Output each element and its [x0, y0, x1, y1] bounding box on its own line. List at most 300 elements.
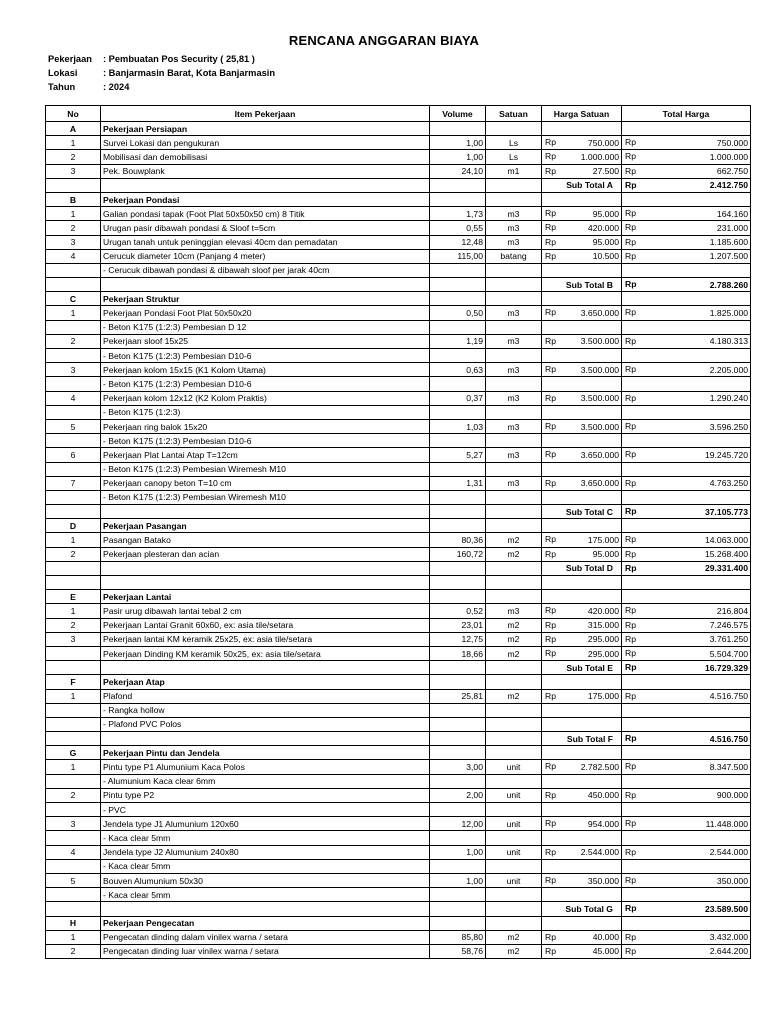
- row-no: 2: [46, 618, 101, 632]
- empty-cell: [486, 675, 542, 689]
- table-row: [46, 547, 751, 561]
- item-unit-price: [542, 448, 622, 462]
- item-total-price: [622, 476, 751, 490]
- category-title: Pekerjaan Pondasi: [101, 192, 430, 206]
- subtotal-label: Sub Total A: [542, 178, 622, 192]
- subtotal-value: [622, 661, 751, 675]
- amount-value: 2.782.500: [580, 762, 619, 773]
- item-note: - PVC: [101, 803, 430, 817]
- item-unit: m3: [486, 334, 542, 348]
- item-total-price: [622, 632, 751, 646]
- item-unit-price: [542, 689, 622, 703]
- table-body: [46, 122, 751, 959]
- row-no: 5: [46, 419, 101, 433]
- item-volume: 0,37: [430, 391, 486, 405]
- currency-label: Rp: [545, 151, 556, 162]
- empty-cell: [622, 888, 751, 902]
- empty-cell: [542, 675, 622, 689]
- category-row: [46, 675, 751, 689]
- empty-cell: [46, 703, 101, 717]
- item-total-price: [622, 419, 751, 433]
- currency-label: Rp: [545, 208, 556, 219]
- empty-cell: [486, 916, 542, 930]
- amount-value: 750.000: [716, 137, 748, 148]
- amount-value: 4.180.313: [709, 336, 748, 347]
- item-volume: 23,01: [430, 618, 486, 632]
- subtotal-value: [622, 505, 751, 519]
- empty-cell: [622, 263, 751, 277]
- currency-label: Rp: [625, 945, 636, 956]
- table-row: [46, 419, 751, 433]
- item-volume: 3,00: [430, 760, 486, 774]
- subtotal-row: [46, 561, 751, 575]
- item-note: - Kaca clear 5mm: [101, 831, 430, 845]
- item-description: Pekerjaan kolom 15x15 (K1 Kolom Utama): [101, 363, 430, 377]
- empty-cell: [486, 888, 542, 902]
- empty-cell: [542, 519, 622, 533]
- item-volume: 12,48: [430, 235, 486, 249]
- table-row: [46, 136, 751, 150]
- empty-cell: [486, 859, 542, 873]
- empty-cell: [46, 661, 101, 675]
- currency-label: Rp: [545, 420, 556, 431]
- empty-cell: [486, 263, 542, 277]
- item-unit-price: [542, 363, 622, 377]
- subtotal-label: Sub Total F: [542, 732, 622, 746]
- empty-cell: [542, 490, 622, 504]
- empty-cell: [46, 803, 101, 817]
- item-description: Pekerjaan Dinding KM keramik 50x25, ex: asia tile/setara: [101, 646, 430, 660]
- empty-cell: [430, 178, 486, 192]
- table-header: [46, 106, 751, 122]
- currency-label: Rp: [625, 789, 636, 800]
- category-row: [46, 292, 751, 306]
- note-row: [46, 405, 751, 419]
- table-row: [46, 306, 751, 320]
- subtotal-label: Sub Total D: [542, 561, 622, 575]
- empty-cell: [486, 902, 542, 916]
- currency-label: Rp: [625, 605, 636, 616]
- subtotal-row: [46, 902, 751, 916]
- empty-cell: [542, 434, 622, 448]
- empty-cell: [542, 263, 622, 277]
- currency-label: Rp: [625, 619, 636, 630]
- empty-cell: [430, 888, 486, 902]
- item-unit: m2: [486, 533, 542, 547]
- note-row: [46, 831, 751, 845]
- item-unit-price: [542, 221, 622, 235]
- subtotal-label: Sub Total E: [542, 661, 622, 675]
- amount-value: 3.500.000: [580, 421, 619, 432]
- item-volume: 1,00: [430, 136, 486, 150]
- item-description: Pengecatan dinding luar vinilex warna / setara: [101, 944, 430, 958]
- item-unit: m2: [486, 646, 542, 660]
- currency-label: Rp: [625, 818, 636, 829]
- category-title: Pekerjaan Pasangan: [101, 519, 430, 533]
- empty-cell: [101, 178, 430, 192]
- amount-value: 750.000: [587, 137, 619, 148]
- item-description: Jendela type J2 Alumunium 240x80: [101, 845, 430, 859]
- table-row: [46, 249, 751, 263]
- item-unit-price: [542, 150, 622, 164]
- item-note: - Cerucuk dibawah pondasi & dibawah sloof per jarak 40cm: [101, 263, 430, 277]
- info-row-lokasi: [48, 66, 275, 80]
- item-note: - Beton K175 (1:2:3) Pembesian Wiremesh M10: [101, 462, 430, 476]
- header-total-price: Total Harga: [622, 106, 751, 122]
- amount-value: 164.160: [716, 208, 748, 219]
- item-unit: m3: [486, 235, 542, 249]
- item-total-price: [622, 930, 751, 944]
- note-row: [46, 462, 751, 476]
- empty-cell: [101, 576, 430, 590]
- currency-label: Rp: [545, 236, 556, 247]
- item-unit: m2: [486, 689, 542, 703]
- empty-cell: [46, 888, 101, 902]
- item-total-price: [622, 207, 751, 221]
- row-no: 2: [46, 150, 101, 164]
- empty-cell: [622, 774, 751, 788]
- currency-label: Rp: [545, 761, 556, 772]
- item-description: Survei Lokasi dan pengukuran: [101, 136, 430, 150]
- empty-cell: [101, 902, 430, 916]
- item-note: - Beton K175 (1:2:3) Pembesian D10-6: [101, 349, 430, 363]
- empty-cell: [486, 320, 542, 334]
- currency-label: Rp: [625, 151, 636, 162]
- amount-value: 3.650.000: [580, 478, 619, 489]
- currency-label: Rp: [545, 137, 556, 148]
- row-no: E: [46, 590, 101, 604]
- empty-cell: [622, 292, 751, 306]
- item-volume: 1,73: [430, 207, 486, 221]
- row-no: 3: [46, 164, 101, 178]
- amount-value: 95.000: [592, 549, 619, 560]
- item-unit: Ls: [486, 150, 542, 164]
- row-no: 3: [46, 363, 101, 377]
- empty-cell: [430, 902, 486, 916]
- currency-label: Rp: [625, 279, 637, 290]
- item-description: Pekerjaan kolom 12x12 (K2 Kolom Praktis): [101, 391, 430, 405]
- empty-cell: [430, 916, 486, 930]
- currency-label: Rp: [545, 392, 556, 403]
- subtotal-label: Sub Total C: [542, 505, 622, 519]
- note-row: [46, 320, 751, 334]
- amount-value: 1.207.500: [709, 251, 748, 262]
- empty-cell: [486, 490, 542, 504]
- item-total-price: [622, 533, 751, 547]
- empty-cell: [542, 888, 622, 902]
- row-no: 4: [46, 249, 101, 263]
- subtotal-row: [46, 732, 751, 746]
- amount-value: 16.729.329: [704, 662, 748, 673]
- item-description: Pekerjaan Lantai Granit 60x60, ex: asia tile/setara: [101, 618, 430, 632]
- category-row: [46, 192, 751, 206]
- item-note: - Plafond PVC Polos: [101, 717, 430, 731]
- item-volume: 160,72: [430, 547, 486, 561]
- item-volume: 12,75: [430, 632, 486, 646]
- item-volume: 80,36: [430, 533, 486, 547]
- empty-cell: [46, 349, 101, 363]
- row-no: 5: [46, 873, 101, 887]
- header-row: [46, 106, 751, 122]
- table-row: [46, 646, 751, 660]
- currency-label: Rp: [545, 633, 556, 644]
- currency-label: Rp: [625, 208, 636, 219]
- currency-label: Rp: [545, 477, 556, 488]
- currency-label: Rp: [545, 534, 556, 545]
- item-total-price: [622, 760, 751, 774]
- amount-value: 7.246.575: [709, 620, 748, 631]
- category-row: [46, 746, 751, 760]
- table-row: [46, 944, 751, 958]
- amount-value: 2.412.750: [709, 180, 748, 191]
- table-row: [46, 363, 751, 377]
- item-unit: m2: [486, 632, 542, 646]
- empty-cell: [430, 519, 486, 533]
- empty-cell: [430, 746, 486, 760]
- info-key: Lokasi: [48, 68, 78, 78]
- currency-label: Rp: [625, 222, 636, 233]
- item-note: - Beton K175 (1:2:3): [101, 405, 430, 419]
- amount-value: 40.000: [592, 932, 619, 943]
- amount-value: 23.589.500: [704, 903, 748, 914]
- currency-label: Rp: [625, 562, 637, 573]
- amount-value: 19.245.720: [704, 449, 748, 460]
- empty-cell: [622, 519, 751, 533]
- amount-value: 14.063.000: [704, 535, 748, 546]
- empty-cell: [542, 377, 622, 391]
- amount-value: 1.290.240: [709, 393, 748, 404]
- currency-label: Rp: [625, 761, 636, 772]
- amount-value: 420.000: [587, 222, 619, 233]
- amount-value: 2.544.000: [709, 847, 748, 858]
- note-row: [46, 434, 751, 448]
- empty-cell: [101, 661, 430, 675]
- empty-cell: [46, 576, 101, 590]
- item-total-price: [622, 618, 751, 632]
- item-volume: 18,66: [430, 646, 486, 660]
- header-no: No: [46, 106, 101, 122]
- amount-value: 3.500.000: [580, 364, 619, 375]
- item-unit-price: [542, 391, 622, 405]
- currency-label: Rp: [625, 534, 636, 545]
- currency-label: Rp: [625, 137, 636, 148]
- item-unit: unit: [486, 873, 542, 887]
- empty-cell: [542, 590, 622, 604]
- empty-cell: [622, 590, 751, 604]
- empty-cell: [46, 774, 101, 788]
- empty-cell: [430, 774, 486, 788]
- project-info: [48, 52, 275, 94]
- currency-label: Rp: [545, 222, 556, 233]
- item-unit: m2: [486, 930, 542, 944]
- empty-cell: [542, 576, 622, 590]
- item-unit-price: [542, 235, 622, 249]
- empty-cell: [430, 490, 486, 504]
- item-total-price: [622, 235, 751, 249]
- amount-value: 420.000: [587, 605, 619, 616]
- item-note: - Beton K175 (1:2:3) Pembesian D10-6: [101, 377, 430, 391]
- subtotal-row: [46, 178, 751, 192]
- item-volume: 1,19: [430, 334, 486, 348]
- empty-cell: [46, 462, 101, 476]
- empty-cell: [46, 831, 101, 845]
- row-no: F: [46, 675, 101, 689]
- currency-label: Rp: [625, 903, 637, 914]
- row-no: 1: [46, 306, 101, 320]
- item-unit-price: [542, 419, 622, 433]
- item-unit-price: [542, 788, 622, 802]
- table-row: [46, 873, 751, 887]
- item-total-price: [622, 221, 751, 235]
- row-no: 1: [46, 604, 101, 618]
- empty-cell: [46, 859, 101, 873]
- note-row: [46, 859, 751, 873]
- table-row: [46, 845, 751, 859]
- item-description: Pekerjaan Pondasi Foot Plat 50x50x20: [101, 306, 430, 320]
- amount-value: 15.268.400: [704, 549, 748, 560]
- item-unit: m3: [486, 419, 542, 433]
- row-no: 2: [46, 547, 101, 561]
- row-no: 1: [46, 930, 101, 944]
- item-description: Jendela type J1 Alumunium 120x60: [101, 817, 430, 831]
- amount-value: 4.763.250: [709, 478, 748, 489]
- empty-cell: [486, 462, 542, 476]
- empty-cell: [101, 732, 430, 746]
- empty-cell: [46, 320, 101, 334]
- item-unit: unit: [486, 760, 542, 774]
- amount-value: 3.650.000: [580, 308, 619, 319]
- empty-cell: [46, 732, 101, 746]
- empty-cell: [486, 774, 542, 788]
- item-note: - Kaca clear 5mm: [101, 888, 430, 902]
- amount-value: 2.544.000: [580, 847, 619, 858]
- empty-cell: [542, 320, 622, 334]
- empty-cell: [622, 320, 751, 334]
- table-row: [46, 817, 751, 831]
- amount-value: 295.000: [587, 648, 619, 659]
- empty-cell: [430, 320, 486, 334]
- item-volume: 1,00: [430, 150, 486, 164]
- item-unit-price: [542, 533, 622, 547]
- empty-cell: [486, 732, 542, 746]
- header-volume: Volume: [430, 106, 486, 122]
- currency-label: Rp: [625, 690, 636, 701]
- currency-label: Rp: [625, 307, 636, 318]
- category-row: [46, 590, 751, 604]
- item-note: - Beton K175 (1:2:3) Pembesian D10-6: [101, 434, 430, 448]
- item-description: Pekerjaan plesteran dan acian: [101, 547, 430, 561]
- item-unit: m3: [486, 221, 542, 235]
- empty-cell: [430, 859, 486, 873]
- amount-value: 95.000: [592, 208, 619, 219]
- table-row: [46, 788, 751, 802]
- info-key: Pekerjaan: [48, 54, 92, 64]
- currency-label: Rp: [545, 647, 556, 658]
- row-no: 1: [46, 207, 101, 221]
- item-total-price: [622, 944, 751, 958]
- item-note: - Beton K175 (1:2:3) Pembesian Wiremesh M10: [101, 490, 430, 504]
- item-unit: Ls: [486, 136, 542, 150]
- row-no: C: [46, 292, 101, 306]
- item-unit-price: [542, 632, 622, 646]
- item-unit-price: [542, 873, 622, 887]
- amount-value: 10.500: [592, 251, 619, 262]
- subtotal-value: [622, 561, 751, 575]
- item-unit: m3: [486, 604, 542, 618]
- empty-cell: [486, 292, 542, 306]
- empty-cell: [430, 732, 486, 746]
- empty-cell: [46, 902, 101, 916]
- item-description: Pasir urug dibawah lantai tebal 2 cm: [101, 604, 430, 618]
- currency-label: Rp: [545, 165, 556, 176]
- empty-cell: [430, 434, 486, 448]
- empty-cell: [542, 349, 622, 363]
- item-unit: m3: [486, 476, 542, 490]
- table-row: [46, 618, 751, 632]
- empty-cell: [46, 178, 101, 192]
- currency-label: Rp: [625, 548, 636, 559]
- empty-cell: [542, 746, 622, 760]
- empty-cell: [622, 916, 751, 930]
- table-row: [46, 930, 751, 944]
- empty-cell: [542, 405, 622, 419]
- amount-value: 2.205.000: [709, 364, 748, 375]
- note-row: [46, 490, 751, 504]
- empty-cell: [486, 561, 542, 575]
- empty-cell: [430, 505, 486, 519]
- info-value: : Pembuatan Pos Security ( 25,81 ): [103, 54, 255, 64]
- row-no: A: [46, 122, 101, 136]
- amount-value: 216.804: [716, 605, 748, 616]
- amount-value: 900.000: [716, 790, 748, 801]
- item-unit-price: [542, 476, 622, 490]
- empty-cell: [622, 377, 751, 391]
- empty-cell: [486, 434, 542, 448]
- item-volume: 0,50: [430, 306, 486, 320]
- row-no: 7: [46, 476, 101, 490]
- currency-label: Rp: [625, 364, 636, 375]
- item-description: Plafond: [101, 689, 430, 703]
- note-row: [46, 703, 751, 717]
- row-no: [46, 646, 101, 660]
- item-total-price: [622, 646, 751, 660]
- item-unit: m3: [486, 391, 542, 405]
- empty-cell: [486, 703, 542, 717]
- amount-value: 3.500.000: [580, 336, 619, 347]
- item-description: Pasangan Batako: [101, 533, 430, 547]
- item-volume: 0,52: [430, 604, 486, 618]
- subtotal-value: [622, 178, 751, 192]
- amount-value: 5.504.700: [709, 648, 748, 659]
- empty-cell: [622, 122, 751, 136]
- item-unit-price: [542, 845, 622, 859]
- header-item: Item Pekerjaan: [101, 106, 430, 122]
- empty-cell: [486, 590, 542, 604]
- empty-cell: [622, 675, 751, 689]
- item-total-price: [622, 873, 751, 887]
- item-volume: 1,03: [430, 419, 486, 433]
- empty-cell: [486, 122, 542, 136]
- item-volume: 5,27: [430, 448, 486, 462]
- item-total-price: [622, 448, 751, 462]
- item-unit: unit: [486, 788, 542, 802]
- empty-cell: [622, 490, 751, 504]
- currency-label: Rp: [625, 647, 636, 658]
- empty-cell: [622, 859, 751, 873]
- item-description: Pengecatan dinding dalam vinilex warna / setara: [101, 930, 430, 944]
- row-no: 1: [46, 136, 101, 150]
- item-description: Cerucuk diameter 10cm (Panjang 4 meter): [101, 249, 430, 263]
